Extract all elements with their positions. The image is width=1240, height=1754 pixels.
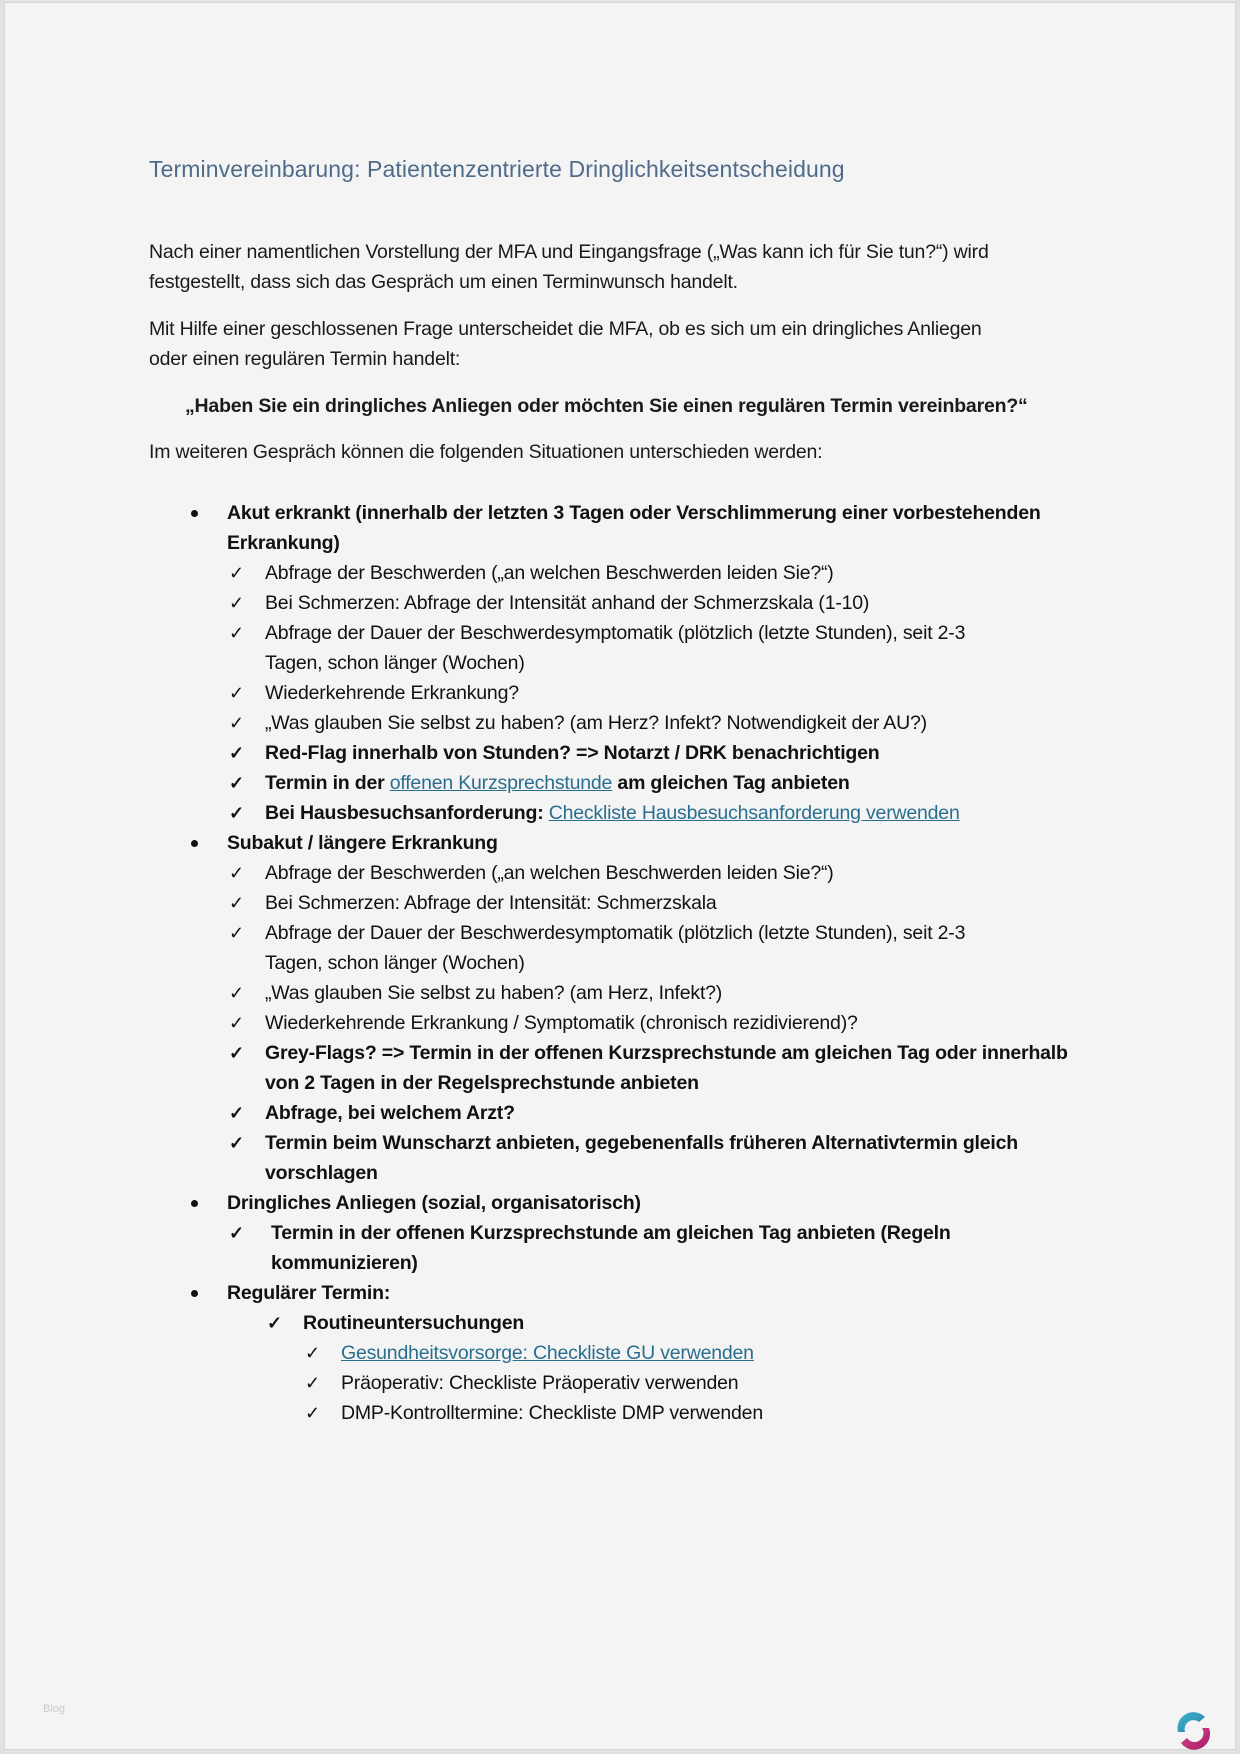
link-offene-kurzsprechstunde[interactable]: offenen Kurzsprechstunde (389, 772, 613, 794)
checkmark-icon: ✓ (305, 1373, 320, 1393)
link-checkliste-gu[interactable]: Gesundheitsvorsorge: Checkliste GU verwenden (341, 1342, 754, 1364)
checkmark-icon: ✓ (305, 1403, 320, 1423)
checkmark-icon: ✓ (229, 863, 244, 883)
checkmark-icon: ✓ (229, 1103, 244, 1123)
document-page: Terminvereinbarung: Patientenzentrierte Dringlichkeitsentscheidung Nach einer namentlichen Vorstellung der MFA und Eingangsfrage („Was kann ich für Sie tun?“) wird festgestellt, dass sich das Gespräch um einen Terminwunsch handelt. Mit Hilfe einer geschlossenen Frage unterscheidet die MFA, ob es sich um ein dringliches Anliegen oder einen regulären Termin handelt: „Haben Sie ein dringliches Anliegen oder möchten Sie einen regulären Termin vereinbaren?“ Im weiteren Gespräch können die folgenden Situationen unterschieden werden: Akut erkrankt (innerhalb der letzten 3 Tagen oder Verschlimmerung einer vorbestehenden Erkrankung) ✓ Abfrage der Beschwerden („an welchen Beschwerden leiden Sie?“) ✓ Bei Schmerzen: Abfrage der Intensität anhand der Schmerzskala (1-10) ✓ Abfrage der Dauer der Beschwerdesymptomatik (plötzlich (letzte Stunden), seit 2-3 Tagen, schon länger (Wochen) ✓ Wiederkehrende Erkrankung? ✓ „Was glauben Sie selbst zu haben? (am Herz? Infekt? Notwendigkeit der AU?) ✓ Red-Flag innerhalb von Stunden? => Notarzt / DRK benachrichtigen ✓ Termin in der offenen Kurzsprechstunde am gleichen Tag anbieten ✓ Bei Hausbesuchsanforderung: Checkliste Hausbesuchsanforderung verwenden Subakut / längere Erkrankung ✓ Abfrage der Beschwerden („an welchen Beschwerden leiden Sie?“) ✓ Bei Schmerzen: Abfrage der Intensität: Schmerzskala ✓ Abfrage der Dauer der Beschwerdesymptomatik (plötzlich (letzte Stunden), seit 2-3 Tagen, schon länger (Wochen) ✓ „Was glauben Sie selbst zu haben? (am Herz, Infekt?) ✓ Wiederkehrende Erkrankung / Symptomatik (chronisch rezidivierend)? ✓ Grey-Flags? => Termin in der offenen Kurzsprechstunde am gleichen Tag oder innerhalb von 2 Tagen in der Regelsprechstunde anbieten ✓ Abfrage, bei welchem Arzt? ✓ Termin beim Wunscharzt anbieten, gegebenenfalls früheren Alternativtermin gleich vorschlagen Dringliches Anliegen (sozial, organisatorisch) ✓ Termin in der offenen Kurzsprechstunde am gleichen Tag anbieten (Regeln kommunizieren) Regulärer Termin: ✓ Routineuntersuchungen ✓ Gesundheitsvorsorge: Checkliste GU verwenden ✓ Präoperativ: Checkliste Präoperativ verwenden ✓ DMP-Kontrolltermine: Checkliste DMP verwenden Blog (4, 2, 1236, 1750)
document-title: Terminvereinbarung: Patientenzentrierte Dringlichkeitsentscheidung (149, 156, 845, 182)
checkmark-icon: ✓ (229, 773, 244, 793)
paragraph-line: oder einen regulären Termin handelt: (149, 348, 461, 370)
bullet-icon (191, 840, 198, 847)
link-checkliste-hausbesuch[interactable]: Checkliste Hausbesuchsanforderung verwenden (548, 802, 960, 824)
checkmark-icon: ✓ (229, 593, 244, 613)
checkmark-icon: ✓ (229, 1013, 244, 1033)
bullet-icon (191, 1290, 198, 1297)
intro-paragraph-2 (149, 314, 1109, 374)
checkmark-icon: ✓ (229, 1223, 244, 1243)
checkmark-icon: ✓ (229, 923, 244, 943)
brand-logo-icon (1171, 1708, 1215, 1752)
checkmark-icon: ✓ (229, 803, 244, 823)
checkmark-icon: ✓ (229, 743, 244, 763)
checkmark-icon: ✓ (305, 1343, 320, 1363)
key-question-quote: „Haben Sie ein dringliches Anliegen oder möchten Sie einen regulären Termin vereinbaren?“ (185, 395, 1028, 417)
checkmark-icon: ✓ (229, 683, 244, 703)
checkmark-icon: ✓ (229, 893, 244, 913)
bullet-icon (191, 510, 198, 517)
checkmark-icon: ✓ (229, 713, 244, 733)
checkmark-icon: ✓ (267, 1313, 282, 1333)
checkmark-icon: ✓ (229, 1133, 244, 1153)
bullet-icon (191, 1200, 198, 1207)
paragraph-line: Nach einer namentlichen Vorstellung der MFA und Eingangsfrage („Was kann ich für Sie tun?“) wird (149, 241, 989, 263)
situations-intro: Im weiteren Gespräch können die folgenden Situationen unterschieden werden: (149, 441, 823, 463)
checkmark-icon: ✓ (229, 983, 244, 1003)
watermark-text: Blog (43, 1703, 66, 1715)
checkmark-icon: ✓ (229, 1043, 244, 1063)
checkmark-icon: ✓ (229, 563, 244, 583)
paragraph-line: festgestellt, dass sich das Gespräch um einen Terminwunsch handelt. (149, 271, 738, 293)
checkmark-icon: ✓ (229, 623, 244, 643)
intro-paragraph-1 (149, 237, 1109, 297)
paragraph-line: Mit Hilfe einer geschlossenen Frage unterscheidet die MFA, ob es sich um ein dringliches Anliegen (149, 318, 982, 340)
